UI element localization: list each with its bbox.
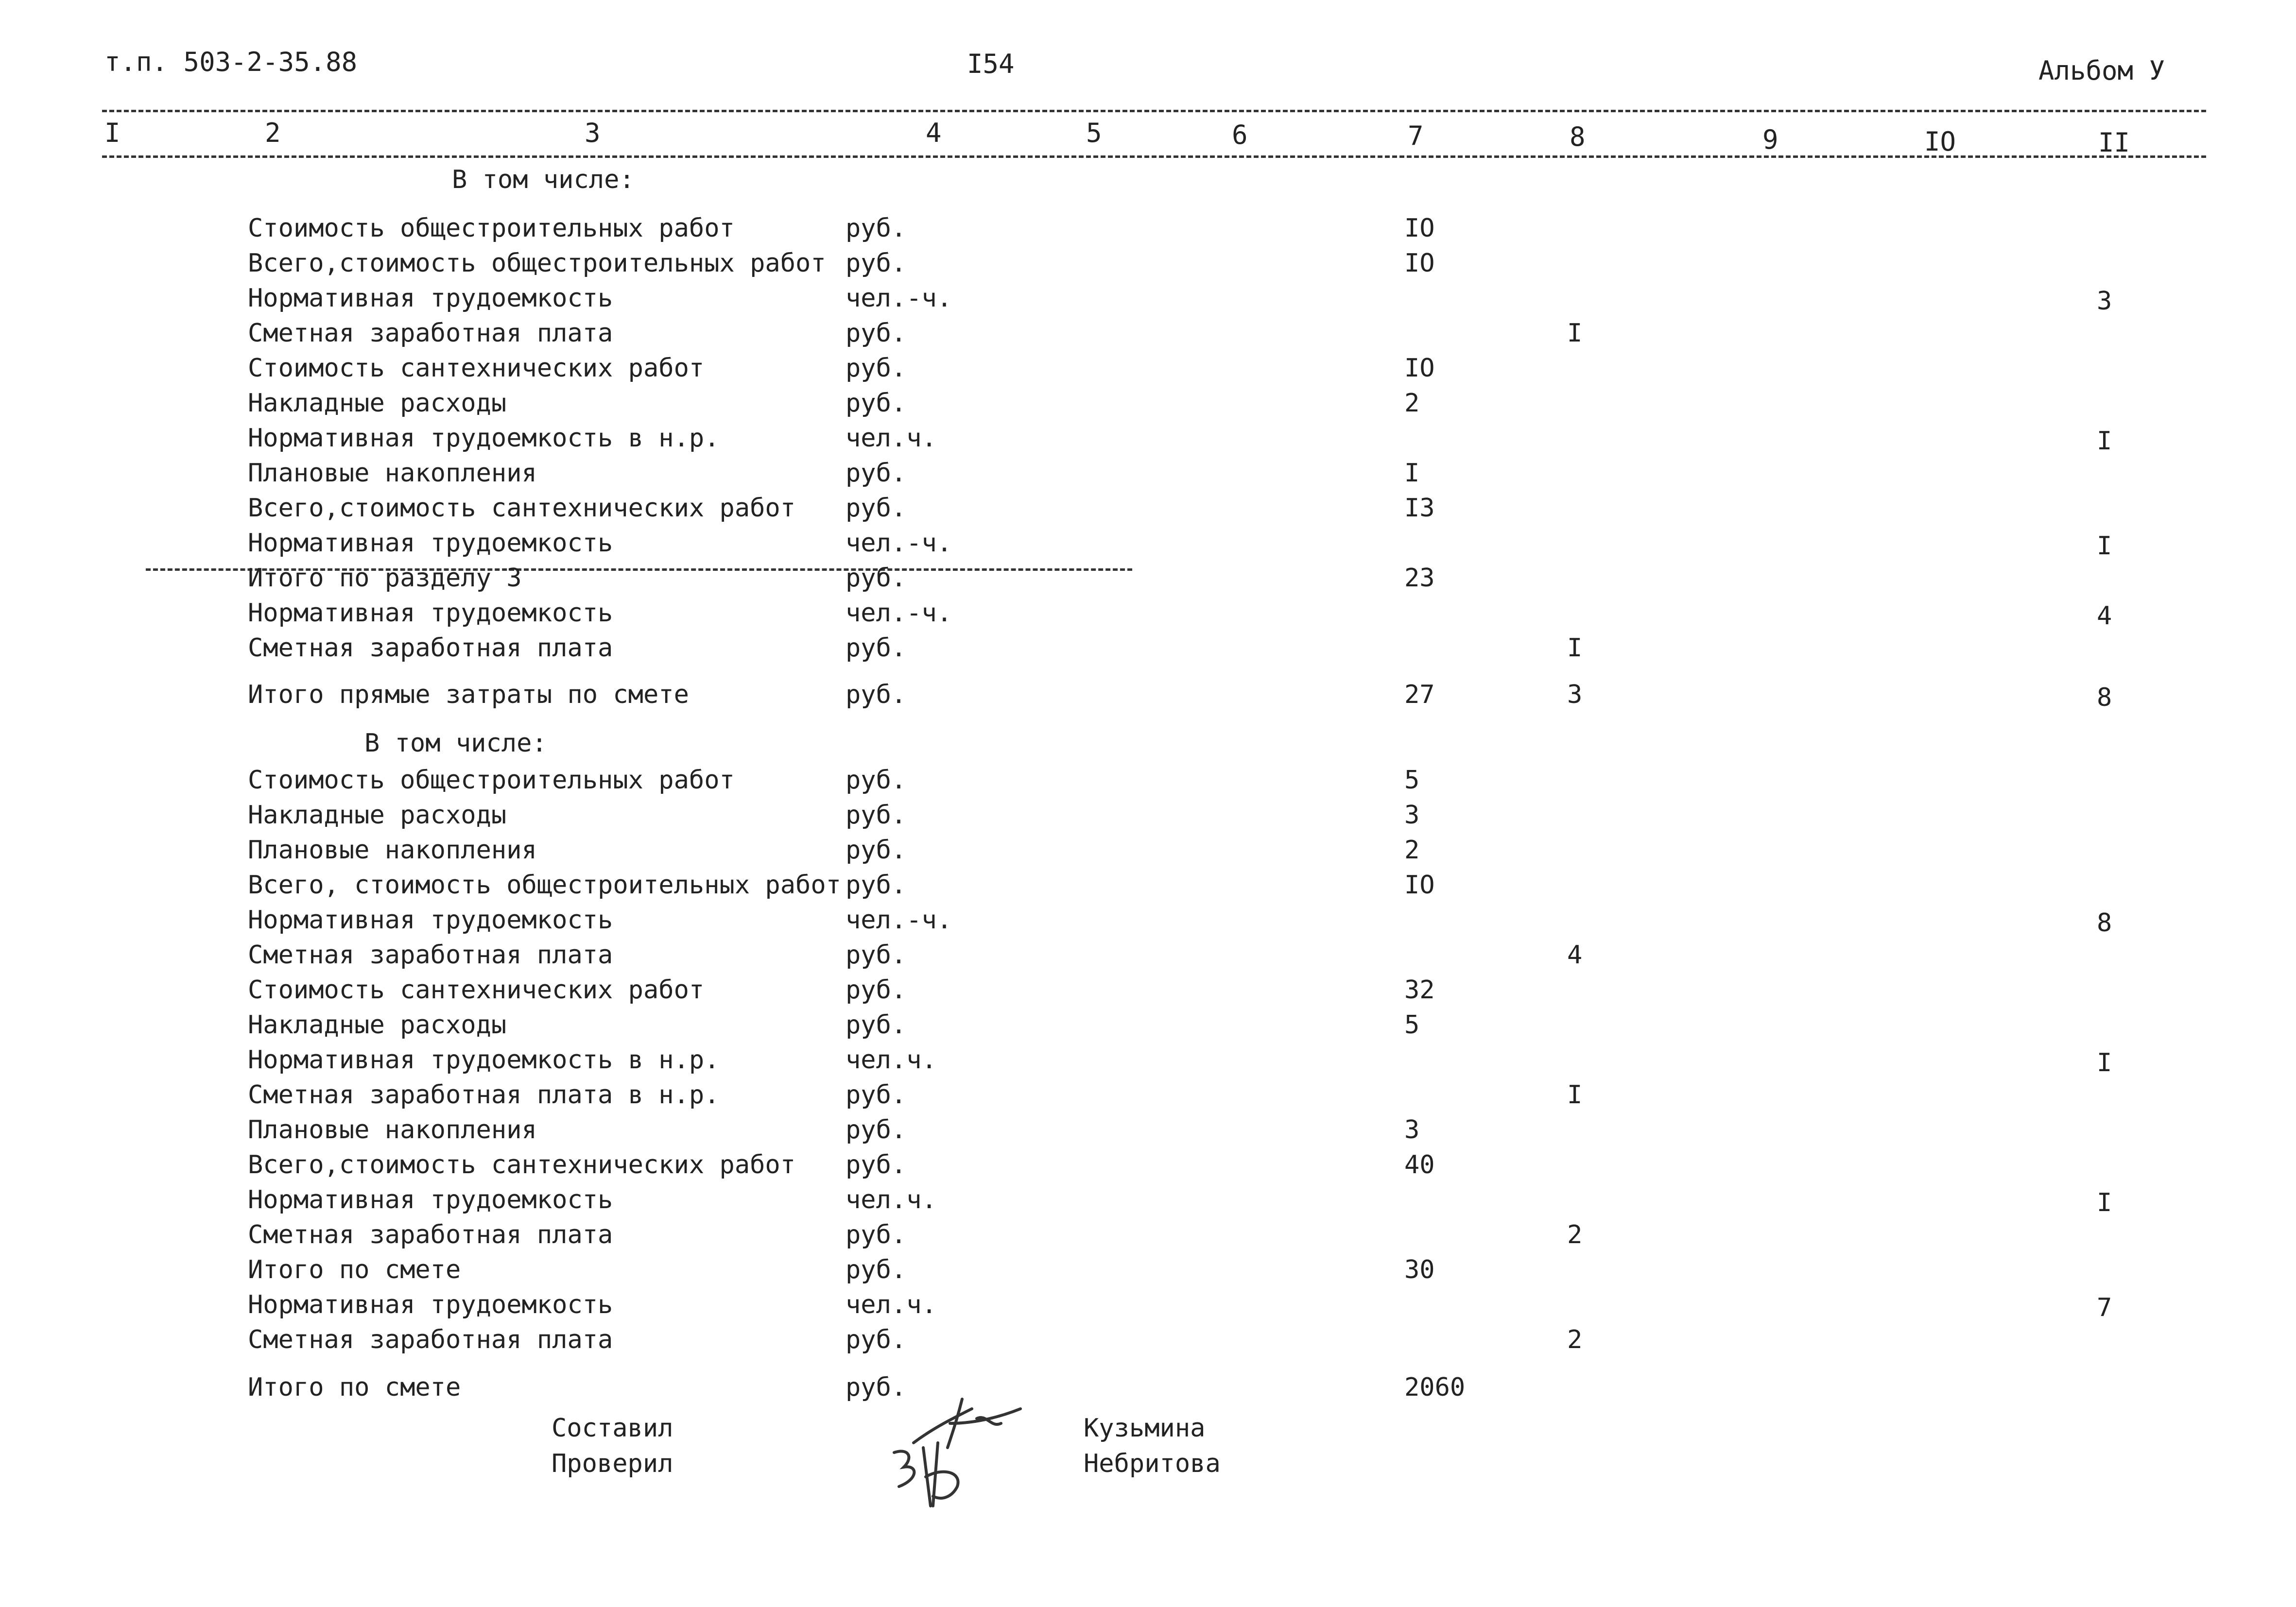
row-col7-value: 2060 [1404, 1373, 1466, 1402]
row-col8-value: 4 [1567, 940, 1583, 970]
row-name: Нормативная трудоемкость в н.р. [248, 1045, 720, 1075]
subhead: В том числе: [364, 729, 547, 758]
col-header-6: 6 [1232, 120, 1248, 150]
row-col7-value: 30 [1404, 1255, 1435, 1284]
col-header-1: I [104, 118, 121, 148]
row-unit: чел.ч. [846, 1045, 937, 1075]
col-header-2: 2 [265, 118, 281, 148]
row-unit: руб. [846, 564, 907, 593]
row-name: Всего, стоимость общестроительных работ [248, 871, 841, 900]
page-number: I54 [967, 49, 1015, 79]
row-col7-value: 5 [1404, 766, 1420, 795]
row-name: Нормативная трудоемкость [248, 1290, 613, 1319]
row-unit: руб. [846, 1255, 907, 1284]
row-name: Плановые накопления [248, 459, 537, 488]
row-col8-value: 2 [1567, 1220, 1583, 1249]
row-unit: чел.ч. [846, 1185, 937, 1214]
row-col7-value: 40 [1404, 1150, 1435, 1180]
row-col7-value: 23 [1404, 564, 1435, 593]
col-header-9: 9 [1762, 124, 1778, 155]
row-name: Сметная заработная плата [248, 1325, 613, 1354]
row-col7-value: IO [1404, 214, 1435, 243]
row-col7-value: IO [1404, 249, 1435, 278]
row-unit: руб. [846, 1080, 907, 1110]
row-col7-value: 2 [1404, 836, 1420, 865]
row-name: Накладные расходы [248, 1010, 507, 1040]
row-col7-value: 27 [1404, 680, 1435, 709]
row-name: Нормативная трудоемкость в н.р. [248, 424, 720, 453]
row-name: Итого по разделу 3 [248, 564, 522, 593]
checked-by-name: Небритова [1084, 1449, 1221, 1478]
row-unit: руб. [846, 633, 907, 663]
album-label: Альбом У [2038, 55, 2165, 86]
row-name: Сметная заработная плата [248, 633, 613, 663]
header-top-rule [102, 110, 2206, 112]
row-name: Сметная заработная плата [248, 940, 613, 970]
row-name: Всего,стоимость общестроительных работ [248, 249, 826, 278]
row-name: Сметная заработная плата [248, 1220, 613, 1249]
row-unit: руб. [846, 249, 907, 278]
row-name: Нормативная трудоемкость [248, 284, 613, 313]
row-unit: чел.ч. [846, 1290, 937, 1319]
row-col7-value: I3 [1404, 494, 1435, 523]
row-unit: руб. [846, 680, 907, 709]
subhead: В том числе: [452, 165, 635, 194]
signature-checker [884, 1433, 991, 1516]
compiled-by-name: Кузьмина [1084, 1414, 1206, 1443]
row-name: Накладные расходы [248, 389, 507, 418]
col-header-7: 7 [1408, 120, 1424, 151]
row-name: Стоимость общестроительных работ [248, 766, 735, 795]
row-col11-value: I [2097, 1048, 2112, 1077]
row-name: Плановые накопления [248, 836, 537, 865]
row-name: Плановые накопления [248, 1115, 537, 1145]
row-col8-value: I [1567, 319, 1583, 348]
row-col11-value: 8 [2097, 683, 2112, 712]
row-col7-value: I [1404, 459, 1420, 488]
row-col11-value: I [2097, 427, 2112, 456]
row-unit: руб. [846, 975, 907, 1005]
row-unit: руб. [846, 871, 907, 900]
row-unit: руб. [846, 1220, 907, 1249]
row-unit: руб. [846, 494, 907, 523]
row-col11-value: I [2097, 531, 2112, 561]
col-header-8: 8 [1570, 121, 1586, 152]
row-col7-value: 2 [1404, 389, 1420, 418]
row-col7-value: 32 [1404, 975, 1435, 1005]
row-unit: руб. [846, 1325, 907, 1354]
row-col7-value: 5 [1404, 1010, 1420, 1040]
row-unit: руб. [846, 319, 907, 348]
row-col7-value: 3 [1404, 801, 1420, 830]
row-unit: руб. [846, 214, 907, 243]
row-col11-value: 8 [2097, 908, 2112, 938]
row-unit: руб. [846, 801, 907, 830]
col-header-11: II [2098, 127, 2130, 158]
row-col8-value: I [1567, 1080, 1583, 1110]
row-name: Стоимость сантехнических работ [248, 975, 705, 1005]
compiled-by-label: Составил [552, 1414, 673, 1443]
row-unit: руб. [846, 1010, 907, 1040]
row-unit: чел.-ч. [846, 529, 952, 558]
header-bottom-rule [102, 155, 2206, 158]
row-name: Стоимость сантехнических работ [248, 354, 705, 383]
col-header-4: 4 [926, 118, 942, 148]
row-name: Накладные расходы [248, 801, 507, 830]
doc-number: т.п. 503-2-35.88 [104, 47, 358, 77]
row-unit: руб. [846, 766, 907, 795]
row-col7-value: 3 [1404, 1115, 1420, 1145]
row-col8-value: I [1567, 633, 1583, 663]
row-unit: чел.-ч. [846, 284, 952, 313]
col-header-10: IO [1924, 126, 1956, 157]
row-unit: руб. [846, 354, 907, 383]
row-name: Стоимость общестроительных работ [248, 214, 735, 243]
row-name: Всего,стоимость сантехнических работ [248, 494, 796, 523]
row-col8-value: 3 [1567, 680, 1583, 709]
row-name: Нормативная трудоемкость [248, 1185, 613, 1214]
row-unit: руб. [846, 836, 907, 865]
row-col11-value: 4 [2097, 601, 2112, 631]
col-header-3: 3 [585, 118, 601, 148]
row-col11-value: I [2097, 1188, 2112, 1217]
row-unit: руб. [846, 459, 907, 488]
row-name: Сметная заработная плата [248, 319, 613, 348]
row-unit: руб. [846, 1115, 907, 1145]
row-col8-value: 2 [1567, 1325, 1583, 1354]
row-col11-value: 7 [2097, 1293, 2112, 1322]
row-col11-value: 3 [2097, 287, 2112, 316]
row-name: Нормативная трудоемкость [248, 529, 613, 558]
col-header-5: 5 [1086, 118, 1102, 148]
row-col7-value: IO [1404, 871, 1435, 900]
row-unit: чел.-ч. [846, 906, 952, 935]
row-col7-value: IO [1404, 354, 1435, 383]
checked-by-label: Проверил [552, 1449, 673, 1478]
row-name: Всего,стоимость сантехнических работ [248, 1150, 796, 1180]
row-name: Итого по смете [248, 1255, 461, 1284]
row-unit: руб. [846, 940, 907, 970]
row-name: Итого прямые затраты по смете [248, 680, 689, 709]
row-unit: руб. [846, 389, 907, 418]
row-name: Итого по смете [248, 1373, 461, 1402]
row-unit: чел.-ч. [846, 598, 952, 628]
row-unit: руб. [846, 1150, 907, 1180]
row-unit: чел.ч. [846, 424, 937, 453]
row-name: Нормативная трудоемкость [248, 906, 613, 935]
row-name: Сметная заработная плата в н.р. [248, 1080, 720, 1110]
row-name: Нормативная трудоемкость [248, 598, 613, 628]
row-unit: руб. [846, 1373, 907, 1402]
